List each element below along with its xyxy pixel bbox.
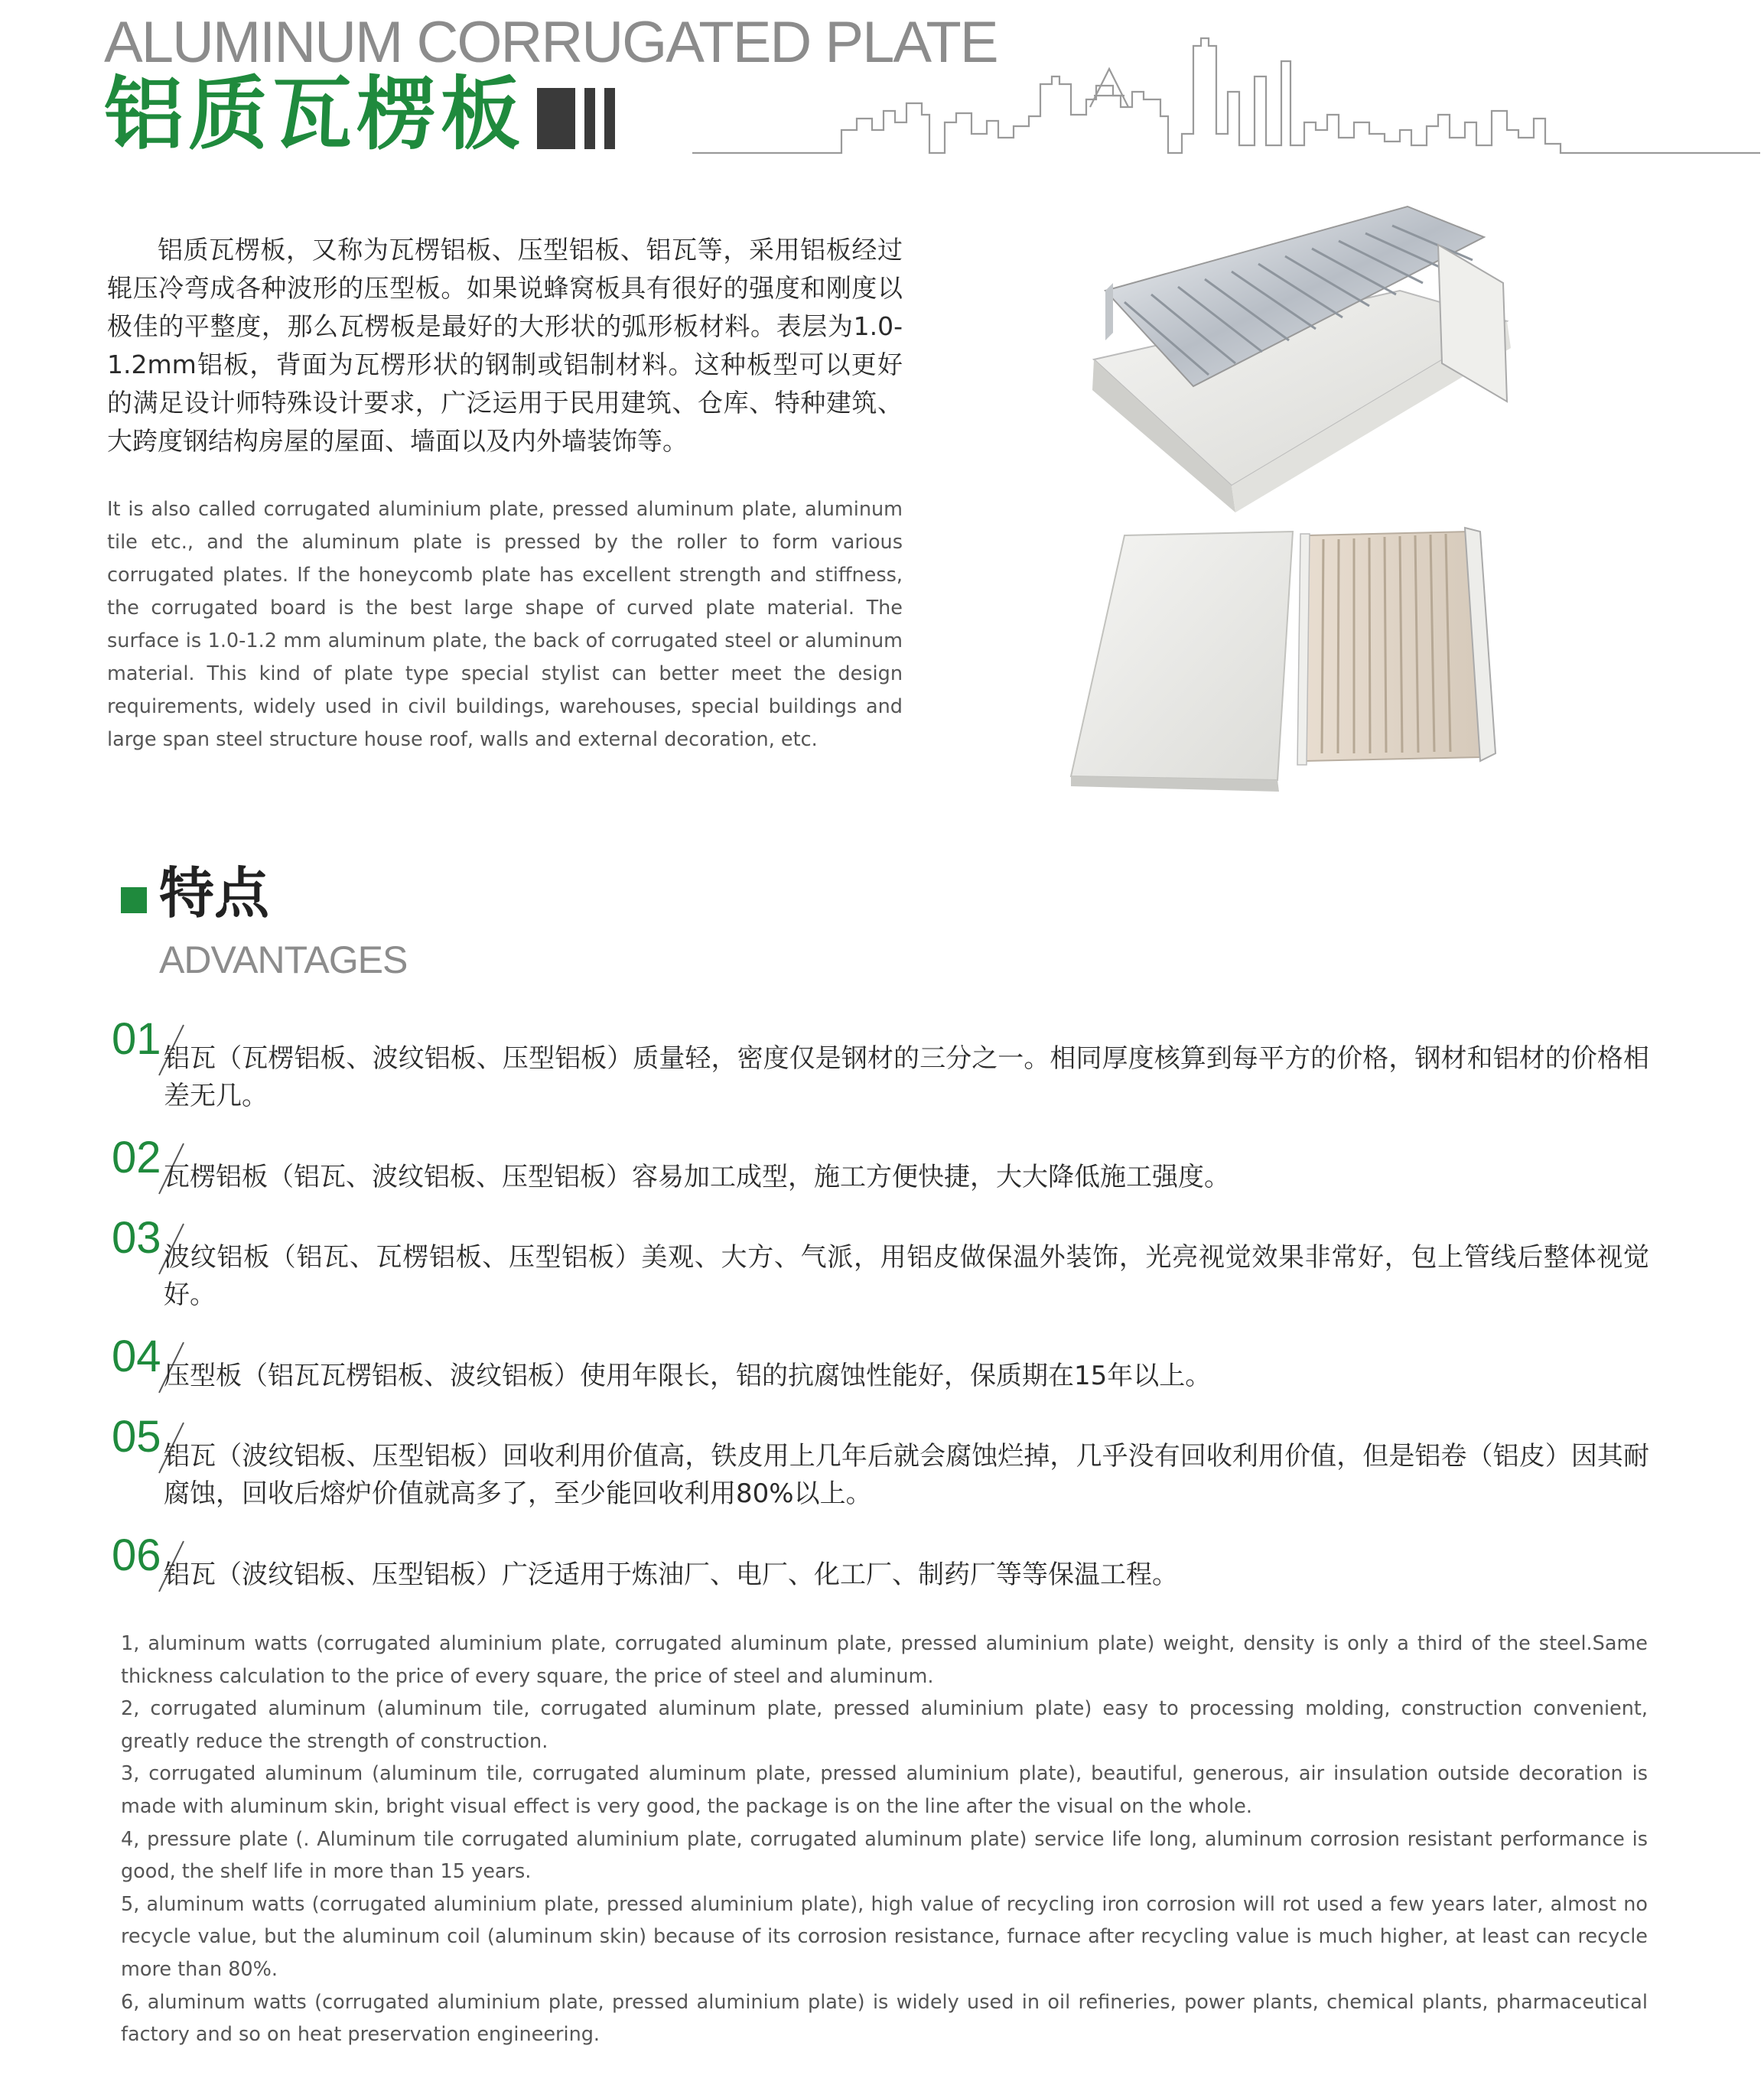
advantage-text: 压型板（铝瓦瓦楞铝板、波纹铝板）使用年限长，铝的抗腐蚀性能好，保质期在15年以上。 bbox=[164, 1361, 1212, 1391]
page-title-cn: 铝质瓦楞板 bbox=[104, 67, 526, 161]
intro-cn-paragraph: 铝质瓦楞板，又称为瓦楞铝板、压型铝板、铝瓦等，采用铝板经过辊压冷弯成各种波形的压型板。如果说蜂窝板具有很好的强度和刚度以极佳的平整度，那么瓦楞板是最好的大形状的弧形板材料。表层为1.0-1.2mm铝板，背面为瓦楞形状的钢制或铝制材料。这种板型可以更好的满足设计师特殊设计要求，广泛运用于民用建筑、仓库、特种建筑、大跨度钢结构房屋的屋面、墙面以及内外墙装饰等。 bbox=[107, 235, 903, 456]
advantage-number: 02 bbox=[112, 1133, 161, 1182]
note-6: 6, aluminum watts (corrugated aluminium plate, pressed aluminium plate) is widely used in oil refineries, power plants, chemical plants, pharmaceutical factory and so on heat preservation engineering. bbox=[121, 1990, 1648, 2047]
advantages-title-en: ADVANTAGES bbox=[159, 938, 408, 981]
section-marker-square bbox=[121, 887, 147, 913]
corrugated-plate-angled-photo bbox=[1079, 199, 1538, 528]
advantage-text: 铝瓦（波纹铝板、压型铝板）广泛适用于炼油厂、电厂、化工厂、制药厂等等保温工程。 bbox=[164, 1560, 1178, 1590]
flat-and-corrugated-panels-photo bbox=[1048, 489, 1591, 818]
note-1: 1, aluminum watts (corrugated aluminium plate, corrugated aluminum plate, pressed aluminium plate) weight, density is only a third of the steel.Same thickness calculation to the price of every square, the price of steel and aluminum. bbox=[121, 1632, 1648, 1688]
advantage-text: 铝瓦（波纹铝板、压型铝板）回收利用价值高，铁皮用上几年后就会腐蚀烂掉，几乎没有回收利用价值，但是铝卷（铝皮）因其耐腐蚀，回收后熔炉价值就高多了，至少能回收利用80%以上。 bbox=[164, 1441, 1649, 1509]
advantage-text: 铝瓦（瓦楞铝板、波纹铝板、压型铝板）质量轻，密度仅是钢材的三分之一。相同厚度核算到每平方的价格，钢材和铝材的价格相差无几。 bbox=[164, 1043, 1649, 1111]
advantage-number: 03 bbox=[112, 1213, 161, 1263]
note-4: 4, pressure plate (. Aluminum tile corrugated aluminium plate, corrugated aluminum plate) service life long, aluminum corrosion resistant performance is good, the shelf life in more than 15 years. bbox=[121, 1827, 1648, 1884]
intro-en-paragraph: It is also called corrugated aluminium plate, pressed aluminum plate, aluminum tile etc., and the aluminum plate is pressed by the roller to form various corrugated plates. If the honeycomb plate has excellent strength and stiffness, the corrugated board is the best large shape of curved plate material. The surface is 1.0-1.2 mm aluminum plate, the back of corrugated steel or aluminum material. This kind of plate type special stylist can better meet the design requirements, widely used in civil buildings, warehouses, special buildings and large span steel structure house roof, walls and external decoration, etc. bbox=[107, 498, 903, 751]
advantages-title-cn: 特点 bbox=[159, 861, 270, 925]
advantage-number: 04 bbox=[112, 1332, 161, 1381]
advantages-notes-en bbox=[121, 1628, 1648, 2051]
advantage-number: 06 bbox=[112, 1530, 161, 1580]
page-title-en: ALUMINUM CORRUGATED PLATE bbox=[104, 10, 998, 75]
note-3: 3, corrugated aluminum (aluminum tile, corrugated aluminum plate, pressed aluminium plate), beautiful, generous, air insulation outside decoration is made with aluminum skin, bright visual effect is very good, the package is on the line after the visual on the whole. bbox=[121, 1762, 1648, 1818]
note-5: 5, aluminum watts (corrugated aluminium plate, pressed aluminium plate), high value of recycling iron corrosion will rot used a few years later, almost no recycle value, but the aluminum coil (aluminum skin) because of its corrosion resistance, furnace after recycling value is much higher, at least can recycle more than 80%. bbox=[121, 1892, 1648, 1981]
note-2: 2, corrugated aluminum (aluminum tile, corrugated aluminum plate, pressed aluminium plate) easy to processing molding, construction convenient, greatly reduce the strength of construction. bbox=[121, 1697, 1648, 1753]
advantage-number: 05 bbox=[112, 1412, 161, 1462]
advantage-text: 波纹铝板（铝瓦、瓦楞铝板、压型铝板）美观、大方、气派，用铝皮做保温外装饰，光亮视觉效果非常好，包上管线后整体视觉好。 bbox=[164, 1242, 1649, 1310]
advantage-number: 01 bbox=[112, 1014, 161, 1064]
title-bars-decoration bbox=[537, 84, 621, 153]
city-skyline-decoration bbox=[692, 31, 1760, 161]
advantage-text: 瓦楞铝板（铝瓦、波纹铝板、压型铝板）容易加工成型，施工方便快捷，大大降低施工强度。 bbox=[164, 1162, 1230, 1192]
